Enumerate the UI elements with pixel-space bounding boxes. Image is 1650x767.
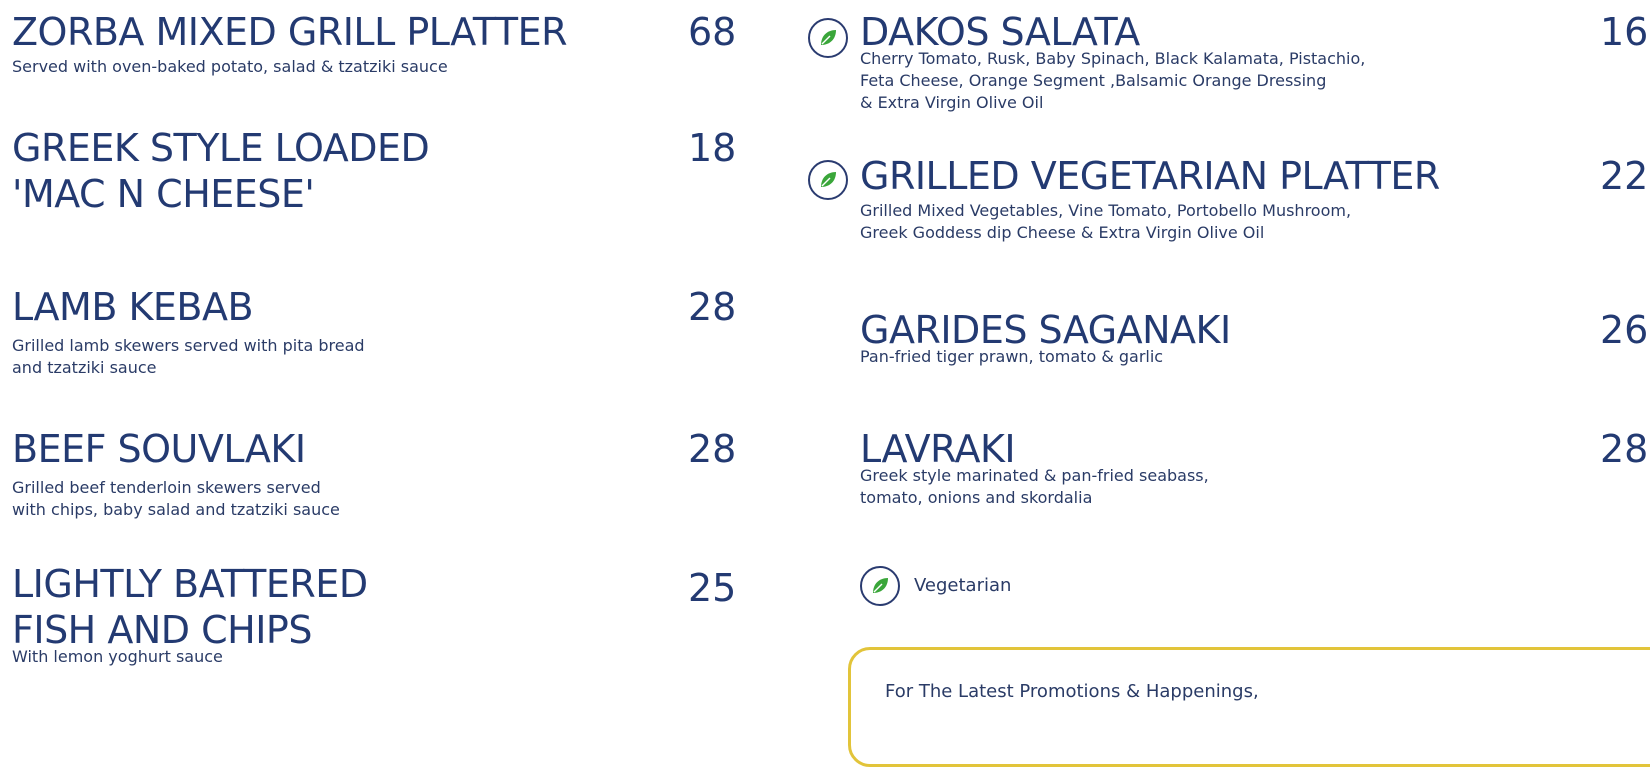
item-description: Pan-fried tiger prawn, tomato & garlic: [860, 347, 1164, 366]
item-name: GREEK STYLE LOADED 'MAC N CHEESE': [12, 126, 430, 216]
item-description: With lemon yoghurt sauce: [12, 647, 223, 666]
menu-item-beef-souvlaki: [12, 427, 340, 521]
item-price: 28: [688, 427, 737, 471]
item-name: LIGHTLY BATTERED FISH AND CHIPS: [12, 562, 368, 652]
item-price: 68: [688, 10, 737, 54]
item-name: ZORBA MIXED GRILL PLATTER: [12, 10, 568, 54]
item-description: Served with oven-baked potato, salad & tzatziki sauce: [12, 57, 448, 76]
item-description: Grilled Mixed Vegetables, Vine Tomato, Portobello Mushroom, Greek Goddess dip Cheese & Extra Virgin Olive Oil: [860, 201, 1352, 242]
item-description: Cherry Tomato, Rusk, Baby Spinach, Black Kalamata, Pistachio, Feta Cheese, Orange Segment ,Balsamic Orange Dressing & Extra Virgin Olive Oil: [860, 49, 1366, 112]
menu-item-dakos-salata: [860, 10, 1365, 114]
item-price: 22: [1600, 154, 1649, 198]
item-name: GARIDES SAGANAKI: [860, 308, 1231, 352]
item-price: 25: [688, 566, 737, 610]
item-price: 18: [688, 126, 737, 170]
item-price: 26: [1600, 308, 1649, 352]
menu-item-garides-saganaki: [860, 308, 1231, 368]
leaf-icon: [808, 160, 848, 200]
menu-item-grilled-vegetarian-platter: [860, 154, 1440, 244]
item-name: LAVRAKI: [860, 427, 1016, 471]
menu-item-greek-style-loaded-mac-n-cheese: [12, 126, 429, 216]
item-price: 28: [1600, 427, 1649, 471]
item-price: 16: [1600, 10, 1649, 54]
promo-box: [848, 647, 1650, 767]
menu-item-lightly-battered-fish-and-chips: [12, 562, 368, 668]
leaf-icon: [808, 18, 848, 58]
vegetarian-legend-label: Vegetarian: [914, 575, 1012, 596]
item-name: LAMB KEBAB: [12, 285, 254, 329]
item-description: Grilled beef tenderloin skewers served with chips, baby salad and tzatziki sauce: [12, 478, 340, 519]
item-price: 28: [688, 285, 737, 329]
menu-item-lamb-kebab: [12, 285, 365, 379]
item-name: GRILLED VEGETARIAN PLATTER: [860, 154, 1440, 198]
item-description: Greek style marinated & pan-fried seabass, tomato, onions and skordalia: [860, 466, 1209, 507]
menu-item-zorba-mixed-grill-platter: [12, 10, 567, 78]
item-description: Grilled lamb skewers served with pita bread and tzatziki sauce: [12, 336, 365, 377]
menu-item-lavraki: [860, 427, 1209, 509]
item-name: BEEF SOUVLAKI: [12, 427, 306, 471]
leaf-icon: [860, 566, 900, 606]
promo-text: For The Latest Promotions & Happenings,: [885, 681, 1259, 702]
item-name: DAKOS SALATA: [860, 10, 1140, 54]
